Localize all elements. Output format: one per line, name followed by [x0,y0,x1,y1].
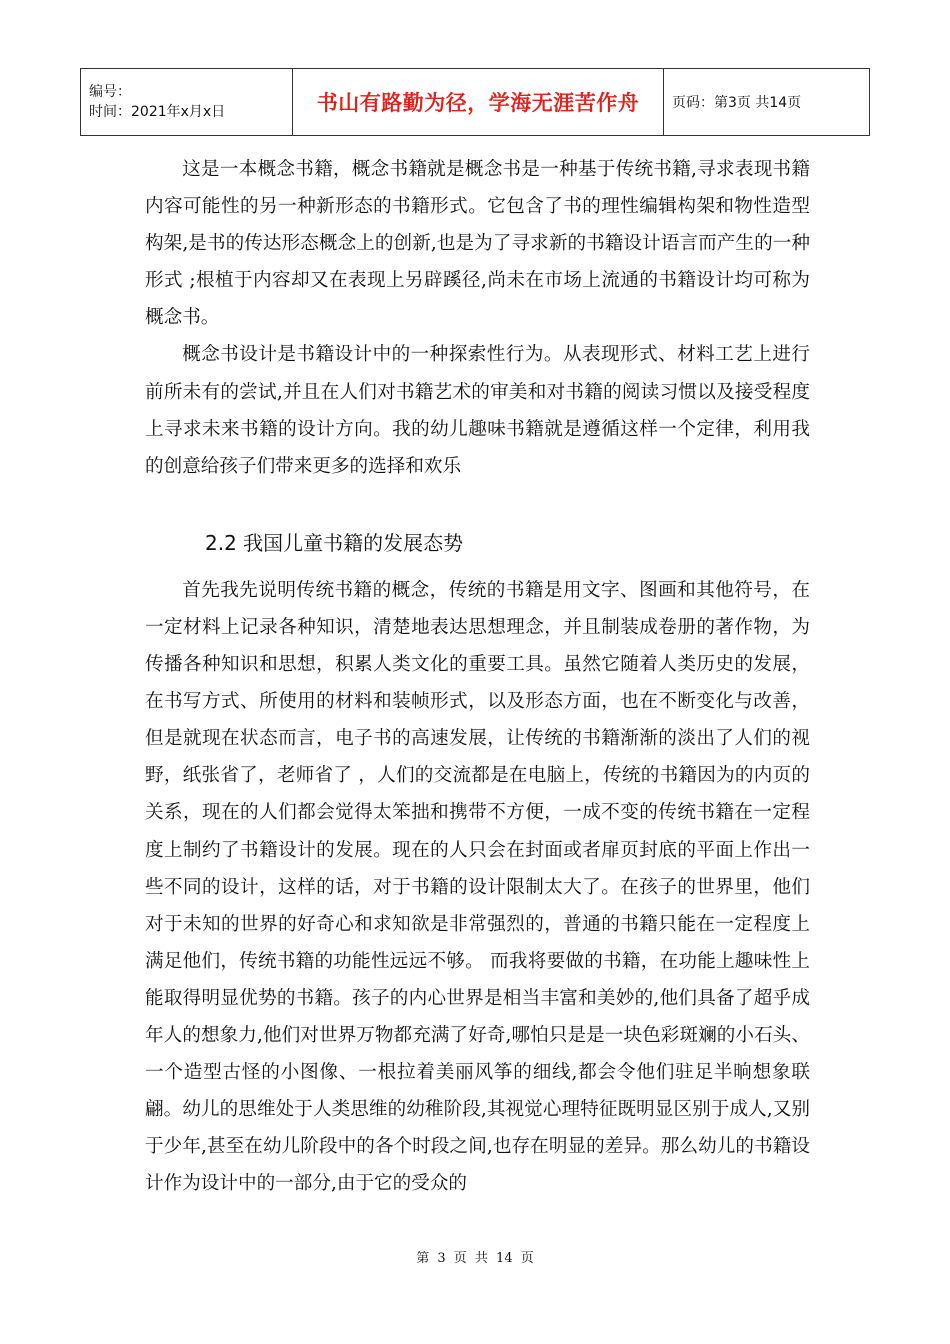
body-paragraph: 首先我先说明传统书籍的概念，传统的书籍是用文字、图画和其他符号，在一定材料上记录各种知识，清楚地表达思想理念，并且制装成卷册的著作物，为传播各种知识和思想，积累人类文化的重要工具。虽然它随着人类历史的发展，在书写方式、所使用的材料和装帧形式，以及形态方面，也在不断变化与改善， 但是就现在状态而言，电子书的高速发展，让传统的书籍渐渐的淡出了人们的视野，纸张省了，老师省了 ，人们的交流都是在电脑上，传统的书籍因为的内页的关系，现在的人们都会觉得太笨拙和携带不方便，一成不变的传统书籍在一定程度上制约了书籍设计的发展。现在的人只会在封面或者扉页封底的平面上作出一些不同的设计，这样的话，对于书籍的设计限制太大了。在孩子的世界里，他们对于未知的世界的好奇心和求知欲是非常强烈的，普通的书籍只能在一定程度上满足他们，传统书籍的功能性远远不够。 而我将要做的书籍，在功能上趣味性上能取得明显优势的书籍。孩子的内心世界是相当丰富和美妙的,他们具备了超乎成年人的想象力,他们对世界万物都充满了好奇,哪怕只是是一块色彩斑斓的小石头、一个造型古怪的小图像、一根拉着美丽风筝的细线,都会令他们驻足半晌想象联翩。幼儿的思维处于人类思维的幼稚阶段,其视觉心理特征既明显区别于成人,又别于少年,甚至在幼儿阶段中的各个时段之间,也存在明显的差异。那么幼儿的书籍设计作为设计中的一部分,由于它的受众的 [145,579,810,1195]
section-heading: 2.2 我国儿童书籍的发展态势 [205,530,464,555]
document-time-label: 时间：2021年x月x日 [89,104,226,120]
body-paragraph: 概念书设计是书籍设计中的一种探索性行为。从表现形式、材料工艺上进行前所未有的尝试,并且在人们对书籍艺术的审美和对书籍的阅读习惯以及接受程度上寻求未来书籍的设计方向。我的幼儿趣味书籍就是遵循这样一个定律，利用我的创意给孩子们带来更多的选择和欢乐 [145,344,810,477]
header-page-info: 页码：第3页 共14页 [664,69,870,136]
document-number-label: 编号： [89,84,131,100]
document-body [145,151,810,1202]
header-motto: 书山有路勤为径，学海无涯苦作舟 [293,69,664,136]
header-meta-cell [81,69,293,136]
body-paragraph: 这是一本概念书籍，概念书籍就是概念书是一种基于传统书籍,寻求表现书籍内容可能性的另一种新形态的书籍形式。它包含了书的理性编辑构架和物性造型构架,是书的传达形态概念上的创新,也是为了寻求新的书籍设计语言而产生的一种形式 ;根植于内容却又在表现上另辟蹊径,尚未在市场上流通的书籍设计均可称为概念书。 [145,159,810,329]
header-table [80,68,870,136]
page-footer: 第 3 页 共 14 页 [416,1251,534,1266]
